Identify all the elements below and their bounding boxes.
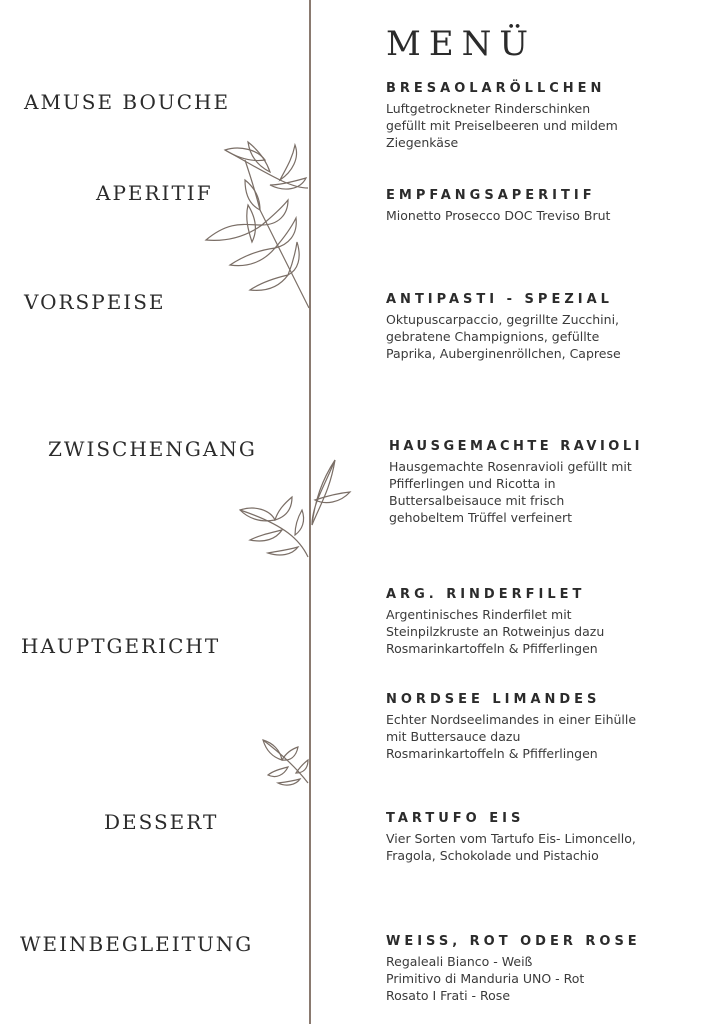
desc-line: Argentinisches Rinderfilet mit (386, 607, 572, 622)
dish-description (386, 311, 722, 362)
dish-name: ANTIPASTI - SPEZIAL (386, 292, 613, 307)
dish-description (386, 711, 722, 762)
desc-line: Ziegenkäse (386, 135, 459, 150)
course-aperitif: APERITIF (96, 181, 213, 205)
desc-line: gebratene Champignions, gefüllte (386, 329, 600, 344)
desc-line: Pfifferlingen und Ricotta in (389, 476, 556, 491)
dish-name: NORDSEE LIMANDES (386, 692, 601, 707)
leaf-branch-top-icon (200, 130, 312, 312)
dish-bresaola (386, 81, 722, 151)
dish-wein (386, 934, 722, 1004)
course-amuse-bouche: AMUSE BOUCHE (24, 90, 231, 114)
desc-line: Steinpilzkruste an Rotweinjus dazu (386, 624, 605, 639)
dish-tartufo (386, 811, 722, 864)
desc-line: mit Buttersauce dazu (386, 729, 521, 744)
dish-description (386, 953, 722, 1004)
desc-line: Hausgemachte Rosenravioli gefüllt mit (389, 459, 632, 474)
dish-name: HAUSGEMACHTE RAVIOLI (389, 439, 643, 454)
menu-title: MENÜ (386, 24, 537, 64)
course-zwischengang: ZWISCHENGANG (48, 437, 257, 461)
course-hauptgericht: HAUPTGERICHT (21, 634, 221, 658)
desc-line: gehobeltem Trüffel verfeinert (389, 510, 573, 525)
dish-name: EMPFANGSAPERITIF (386, 188, 596, 203)
dish-empfangsaperitif (386, 188, 722, 224)
dish-limandes (386, 692, 722, 762)
leaf-branch-middle-icon (230, 455, 355, 560)
desc-line: gefüllt mit Preiselbeeren und mildem (386, 118, 618, 133)
dish-description (386, 830, 722, 864)
desc-line: Rosmarinkartoffeln & Pfifferlingen (386, 746, 598, 761)
desc-line: Oktupuscarpaccio, gegrillte Zucchini, (386, 312, 620, 327)
desc-line: Primitivo di Manduria UNO - Rot (386, 971, 585, 986)
desc-line: Rosmarinkartoffeln & Pfifferlingen (386, 641, 598, 656)
dish-ravioli (389, 439, 724, 526)
dish-name: BRESAOLARÖLLCHEN (386, 81, 606, 96)
dish-description (389, 458, 724, 526)
dish-name: TARTUFO EIS (386, 811, 525, 826)
dish-description (386, 100, 722, 151)
desc-line: Buttersalbeisauce mit frisch (389, 493, 565, 508)
dish-description (386, 207, 722, 224)
desc-line: Fragola, Schokolade und Pistachio (386, 848, 599, 863)
course-weinbegleitung: WEINBEGLEITUNG (20, 932, 254, 956)
dish-antipasti (386, 292, 722, 362)
desc-line: Regaleali Bianco - Weiß (386, 954, 533, 969)
desc-line: Vier Sorten vom Tartufo Eis- Limoncello, (386, 831, 636, 846)
desc-line: Echter Nordseelimandes in einer Eihülle (386, 712, 637, 727)
desc-line: Paprika, Auberginenröllchen, Caprese (386, 346, 621, 361)
desc-line: Mionetto Prosecco DOC Treviso Brut (386, 208, 611, 223)
dish-name: WEISS, ROT ODER ROSE (386, 934, 641, 949)
course-vorspeise: VORSPEISE (24, 290, 166, 314)
dish-description (386, 606, 722, 657)
leaf-branch-bottom-icon (258, 735, 312, 787)
course-dessert: DESSERT (104, 810, 219, 834)
dish-rinderfilet (386, 587, 722, 657)
desc-line: Luftgetrockneter Rinderschinken (386, 101, 591, 116)
dish-name: ARG. RINDERFILET (386, 587, 586, 602)
desc-line: Rosato I Frati - Rose (386, 988, 511, 1003)
